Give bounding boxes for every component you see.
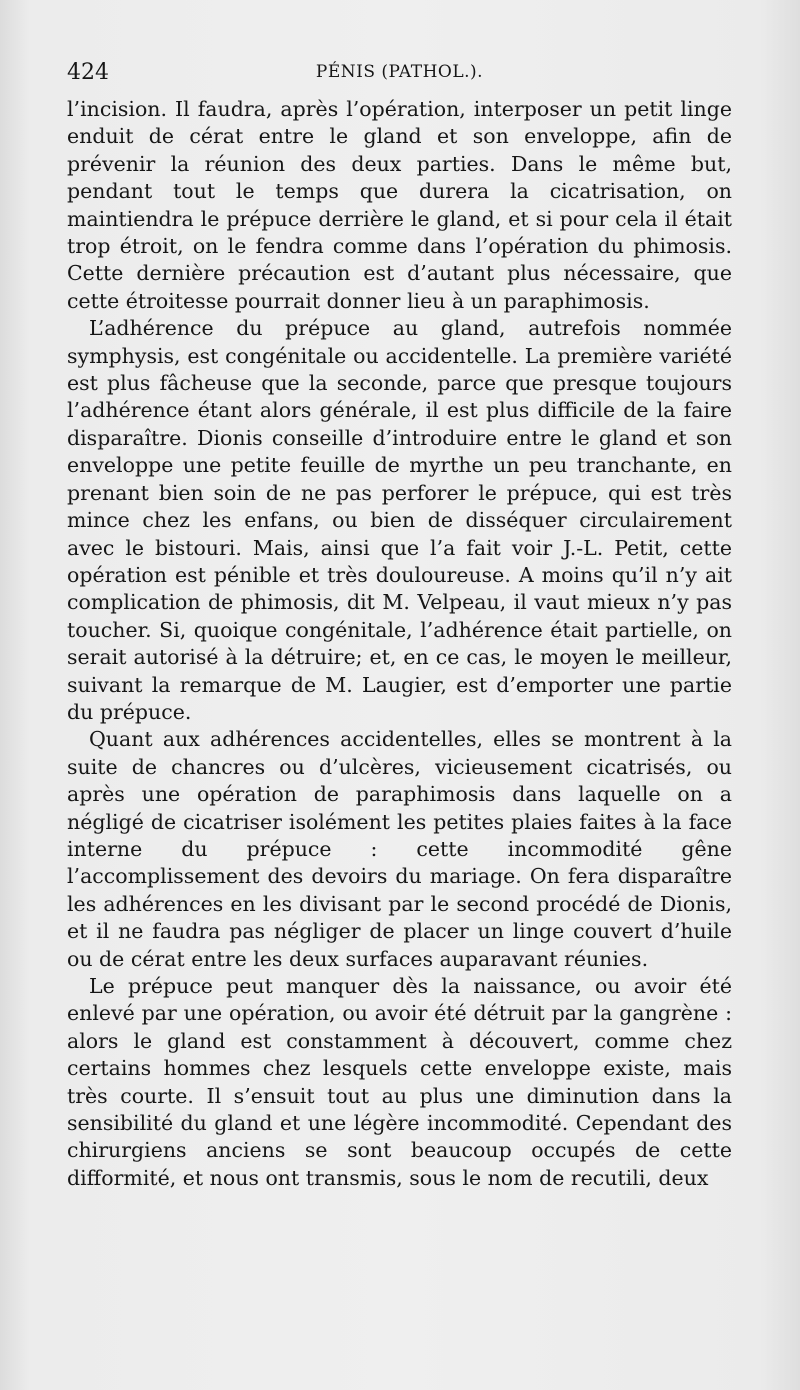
running-title: PÉNIS (PATHOL.). [315, 62, 484, 82]
page-header [67, 60, 732, 90]
page-number: 424 [67, 60, 109, 85]
paragraph: l’incision. Il faudra, après l’opération, interposer un petit linge enduit de cérat entre le gland et son enveloppe, afin de prévenir la réunion des deux parties. Dans le même but, pendant tout le temps que durera la cicatrisation, on maintiendra le prépuce derrière le gland, et si pour cela il était trop étroit, on le fendra comme dans l’opération du phimosis. Cette dernière précaution est d’autant plus nécessaire, que cette étroitesse pourrait donner lieu à un paraphimosis. [67, 97, 732, 313]
paragraph: L’adhérence du prépuce au gland, autrefois nommée symphysis, est congénitale ou accidentelle. La première variété est plus fâcheuse que la seconde, parce que presque toujours l’adhérence étant alors générale, il est plus difficile de la faire disparaître. Dionis conseille d’introduire entre le gland et son enveloppe une petite feuille de myrthe un peu tranchante, en prenant bien soin de ne pas perforer le prépuce, qui est très mince chez les enfans, ou bien de disséquer circulairement avec le bistouri. Mais, ainsi que l’a fait voir J.-L. Petit, cette opération est pénible et très douloureuse. A moins qu’il n’y ait complication de phimosis, dit M. Velpeau, il vaut mieux n’y pas toucher. Si, quoique congénitale, l’adhérence était partielle, on serait autorisé à la détruire; et, en ce cas, le moyen le meilleur, suivant la remarque de M. Laugier, est d’emporter une partie du prépuce. [67, 316, 732, 724]
paragraph: Le prépuce peut manquer dès la naissance, ou avoir été enlevé par une opération, ou avoir été détruit par la gangrène : alors le gland est constamment à découvert, comme chez certains hommes chez lesquels cette enveloppe existe, mais très courte. Il s’ensuit tout au plus une diminution dans la sensibilité du gland et une légère incommodité. Cependant des chirurgiens anciens se sont beaucoup occupés de cette difformité, et nous ont transmis, sous le nom de recutili, deux [67, 974, 732, 1190]
body-text [67, 96, 732, 1192]
paragraph: Quant aux adhérences accidentelles, elles se montrent à la suite de chancres ou d’ulcères, vicieusement cicatrisés, ou après une opération de paraphimosis dans laquelle on a négligé de cicatriser isolément les petites plaies faites à la face interne du prépuce : cette incommodité gêne l’accomplissement des devoirs du mariage. On fera disparaître les adhérences en les divisant par le second procédé de Dionis, et il ne faudra pas négliger de placer un linge couvert d’huile ou de cérat entre les deux surfaces auparavant réunies. [67, 727, 732, 971]
